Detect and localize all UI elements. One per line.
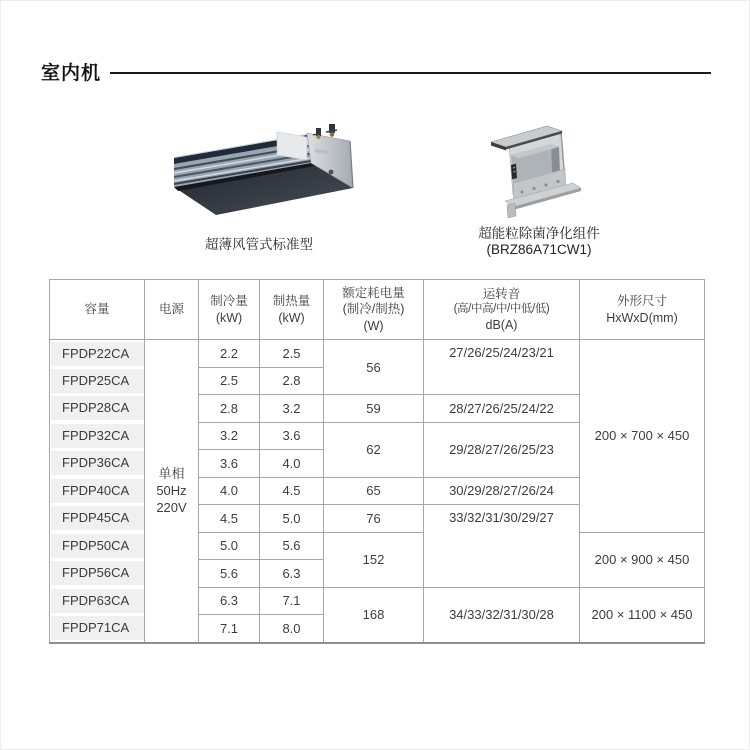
consumption-cell: 65: [324, 477, 424, 505]
consumption-cell: 59: [324, 395, 424, 423]
model-cell: FPDP45CA: [50, 505, 145, 533]
model-cell: FPDP25CA: [50, 367, 145, 395]
purifier-caption: [459, 226, 619, 258]
heating-cell: 5.0: [260, 505, 324, 533]
sound-cell: 30/29/28/27/26/24: [424, 477, 580, 505]
power-supply-cell: 单相 50Hz 220V: [145, 340, 199, 643]
cooling-cell: 6.3: [199, 587, 260, 615]
spec-table: [49, 279, 705, 644]
dimension-cell: 200 × 700 × 450: [580, 340, 705, 533]
section-header: [41, 58, 711, 85]
model-cell: FPDP36CA: [50, 450, 145, 478]
duct-unit-caption: [169, 237, 349, 253]
cooling-cell: 4.0: [199, 477, 260, 505]
heating-cell: 7.1: [260, 587, 324, 615]
heating-cell: 8.0: [260, 615, 324, 643]
cooling-cell: 2.2: [199, 340, 260, 368]
header-consumption: 额定耗电量 (制冷/制热) (W): [324, 280, 424, 340]
sound-cell: 28/27/26/25/24/22: [424, 395, 580, 423]
header-sound: 运转音 (高/中高/中/中低/低) dB(A): [424, 280, 580, 340]
cooling-cell: 2.5: [199, 367, 260, 395]
heating-cell: 2.5: [260, 340, 324, 368]
model-cell: FPDP71CA: [50, 615, 145, 643]
model-cell: FPDP40CA: [50, 477, 145, 505]
model-cell: FPDP56CA: [50, 560, 145, 588]
dimension-cell: 200 × 900 × 450: [580, 532, 705, 587]
model-cell: FPDP28CA: [50, 395, 145, 423]
consumption-cell: 76: [324, 505, 424, 533]
header-power: 电源: [145, 280, 199, 340]
duct-unit-image: [169, 119, 369, 231]
model-cell: FPDP22CA: [50, 340, 145, 368]
consumption-cell: 168: [324, 587, 424, 643]
spec-table-container: [49, 279, 705, 644]
heating-cell: 2.8: [260, 367, 324, 395]
purifier-image: [489, 115, 604, 222]
duct-unit-caption-text: 超薄风管式标准型: [205, 237, 313, 252]
cooling-cell: 3.2: [199, 422, 260, 450]
model-cell: FPDP32CA: [50, 422, 145, 450]
sound-cell: 29/28/27/26/25/23: [424, 422, 580, 477]
table-row: [50, 340, 705, 368]
heating-cell: 3.2: [260, 395, 324, 423]
consumption-cell: 152: [324, 532, 424, 587]
heating-cell: 4.0: [260, 450, 324, 478]
cooling-cell: 2.8: [199, 395, 260, 423]
cooling-cell: 7.1: [199, 615, 260, 643]
dimension-cell: 200 × 1100 × 450: [580, 587, 705, 643]
purifier-model-code: (BRZ86A71CW1): [486, 242, 592, 257]
cooling-cell: 5.0: [199, 532, 260, 560]
header-capacity: 容量: [50, 280, 145, 340]
consumption-cell: 56: [324, 340, 424, 395]
sound-cell: 33/32/31/30/29/27: [424, 505, 580, 588]
heating-cell: 6.3: [260, 560, 324, 588]
sound-cell: 27/26/25/24/23/21: [424, 340, 580, 395]
header-heating: 制热量 (kW): [260, 280, 324, 340]
model-cell: FPDP50CA: [50, 532, 145, 560]
heating-cell: 5.6: [260, 532, 324, 560]
title-rule: [110, 72, 711, 74]
cooling-cell: 4.5: [199, 505, 260, 533]
cooling-cell: 5.6: [199, 560, 260, 588]
page-title: 室内机: [41, 63, 102, 84]
heating-cell: 4.5: [260, 477, 324, 505]
header-row: [50, 280, 705, 340]
heating-cell: 3.6: [260, 422, 324, 450]
purifier-caption-text: 超能粒除菌净化组件: [478, 226, 600, 241]
sound-cell: 34/33/32/31/30/28: [424, 587, 580, 643]
cooling-cell: 3.6: [199, 450, 260, 478]
header-cooling: 制冷量 (kW): [199, 280, 260, 340]
model-cell: FPDP63CA: [50, 587, 145, 615]
consumption-cell: 62: [324, 422, 424, 477]
header-dimensions: 外形尺寸 HxWxD(mm): [580, 280, 705, 340]
